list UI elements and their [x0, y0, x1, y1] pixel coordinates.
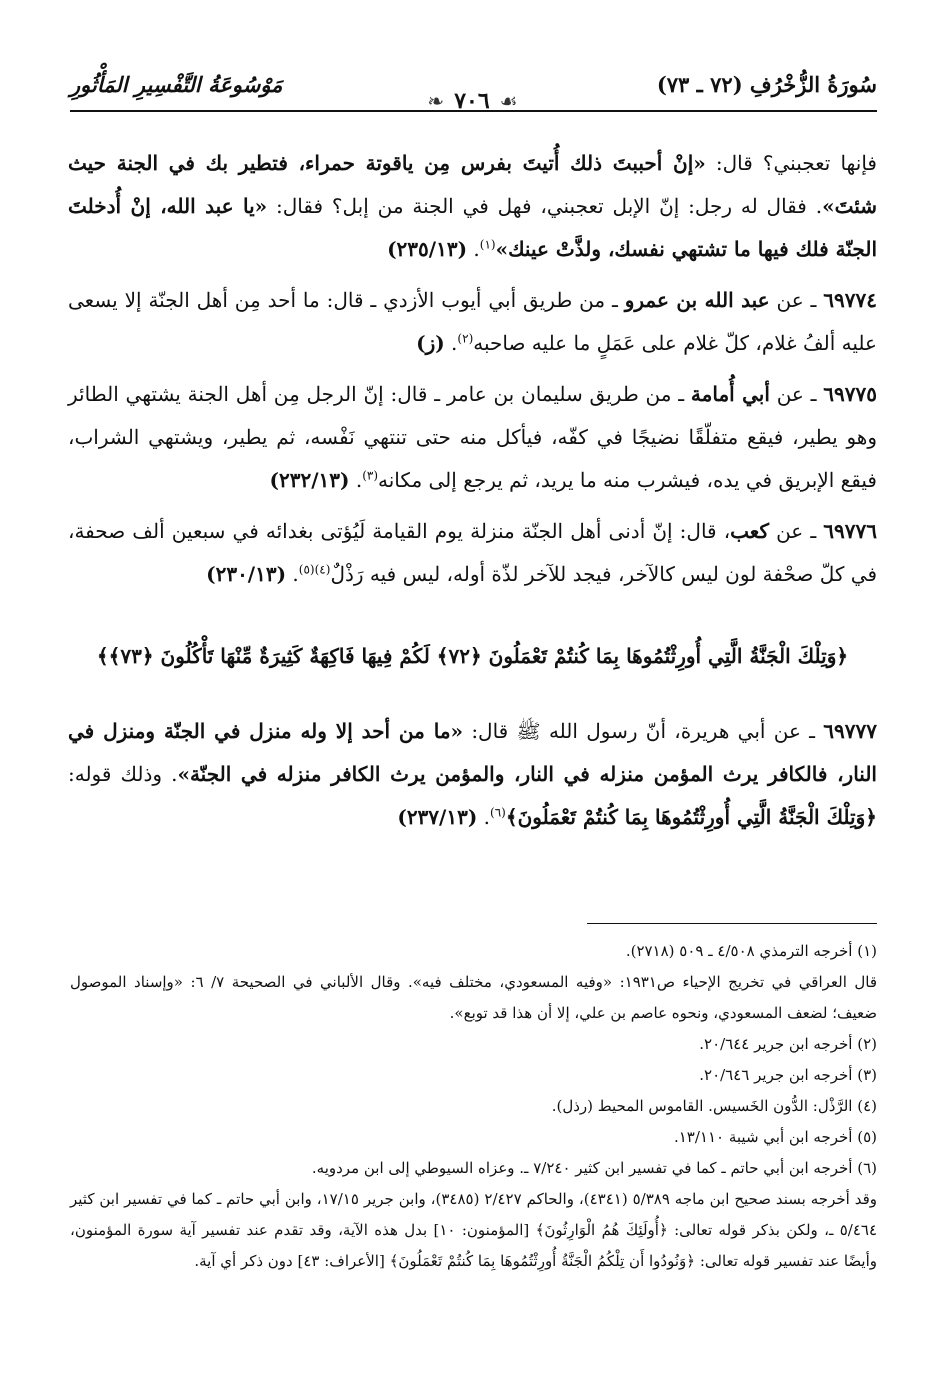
footnote-marker[interactable]: (٦)	[490, 805, 506, 820]
footnote-divider	[587, 923, 877, 924]
volume-reference: (٢٣٥/١٣)	[387, 237, 468, 261]
volume-reference: (٢٣٧/١٣)	[397, 805, 478, 829]
hadith-quote: «يا عبد الله، إنْ أُدخلتَ الجنّة فلك فيها ما تشتهي نفسك، ولذَّتْ عينك»	[68, 194, 877, 261]
narration-69774: ٦٩٧٧٤ ـ عن عبد الله بن عمرو ـ من طريق أبي أيوب الأزدي ـ قال: ما أحد مِن أهل الجنّة إلا يسعى عليه ألفُ غلام، كلّ غلام على عَمَلٍ ما عليه صاحبه$^{(٢)}$. (ز)	[68, 288, 877, 355]
footnote-marker[interactable]: (١)	[479, 237, 496, 252]
series-title: مَوْسُوعَةُ التَّفْسِيرِ المَأْثُورِ	[70, 71, 283, 97]
hadith-quote: «ما من أحد إلا وله منزل في الجنّة ومنزل في النار، فالكافر يرث المؤمن منزله في النار، والمؤمن يرث الكافر منزله في الجنّة»	[68, 719, 877, 786]
footnote-4: (٤) الرَّذْل: الدُّون الخَسيس. القاموس المحيط (رذل).	[551, 1097, 877, 1115]
footnote-6: (٦) أخرجه ابن أبي حاتم ـ كما في تفسير ابن كثير ٧/٢٤٠ ـ. وعزاه السيوطي إلى ابن مردويه.	[311, 1159, 877, 1177]
narration-number: ٦٩٧٧٤	[823, 288, 877, 312]
footnote-5: (٥) أخرجه ابن أبي شيبة ١٣/١١٠.	[673, 1128, 877, 1146]
narration-69776: ٦٩٧٧٦ ـ عن كعب، قال: إنّ أدنى أهل الجنّة منزلة يوم القيامة لَيُؤتى بغدائه في سبعين ألف صحفة، في كلّ صحْفة لون ليس كالآخر، فيجد للآخر لذّة أوله، ليس فيه رَذْلٌ$^{(٤)(٥)}$. (٢٣٠/١٣)	[68, 519, 877, 586]
ornament-left-icon: ❧	[427, 89, 445, 113]
narration-number: ٦٩٧٧٧	[823, 719, 877, 743]
footnote-3: (٣) أخرجه ابن جرير ٢٠/٦٤٦.	[699, 1066, 877, 1084]
footnotes	[70, 936, 877, 1277]
volume-reference: (٢٣٢/١٣)	[269, 468, 350, 492]
footnote-marker[interactable]: (٢)	[457, 331, 474, 346]
inline-verse: ﴿وَتِلْكَ الْجَنَّةُ الَّتِي أُورِثْتُمُوهَا بِمَا كُنتُمْ تَعْمَلُونَ﴾	[505, 805, 877, 829]
narrator-name: أبي أُمامة	[690, 382, 770, 406]
footnote-6-note: وقد أخرجه بسند صحيح ابن ماجه ٥/٣٨٩ (٤٣٤١)، والحاكم ٢/٤٢٧ (٣٤٨٥)، وابن جرير ١٧/١٥، وابن أبي حاتم ـ كما في تفسير ابن كثير ٥/٤٦٤ ـ، ولكن بذكر قوله تعالى: ﴿أُولَئِكَ هُمُ الْوَارِثُونَ﴾ [المؤمنون: ١٠] بدل هذه الآية، وقد تقدم عند تفسير آية سورة المؤمنون، وأيضًا عند تفسير قوله تعالى: ﴿وَنُودُوا أَن تِلْكُمُ الْجَنَّةُ أُورِثْتُمُوهَا بِمَا كُنتُمْ تَعْمَلُونَ﴾ [الأعراف: ٤٣] دون ذكر أي آية.	[70, 1190, 877, 1270]
footnote-2: (٢) أخرجه ابن جرير ٢٠/٦٤٤.	[699, 1035, 877, 1053]
paragraph-continued: فإنها تعجبني؟ قال: «إنْ أحببتَ ذلك أُتيتَ بفرس مِن ياقوتة حمراء، فتطير بك في الجنة حيث شئتَ». فقال له رجل: إنّ الإبل تعجبني، فهل في الجنة من إبل؟ فقال: «يا عبد الله، إنْ أُدخلتَ الجنّة فلك فيها ما تشتهي نفسك، ولذَّتْ عينك»$^{(١)}$. (٢٣٥/١٣)	[68, 151, 877, 261]
footnote-marker[interactable]: (٣)	[362, 468, 379, 483]
quran-verse: ﴿وَتِلْكَ الْجَنَّةُ الَّتِي أُورِثْتُمُوهَا بِمَا كُنتُمْ تَعْمَلُونَ ﴿٧٢﴾ لَكُمْ فِيهَا فَاكِهَةٌ كَثِيرَةٌ مِّنْهَا تَأْكُلُونَ ﴿٧٣﴾﴾	[96, 644, 849, 668]
page-number: ٧٠٦	[454, 88, 490, 114]
footnote-marker[interactable]: (٤)(٥)	[298, 562, 331, 577]
sura-title: سُورَةُ الزُّخْرُفِ (٧٢ ـ ٧٣)	[656, 71, 877, 97]
hadith-quote: «إنْ أحببتَ ذلك أُتيتَ بفرس مِن ياقوتة حمراء، فتطير بك في الجنة حيث شئتَ»	[68, 151, 877, 218]
main-text	[68, 142, 877, 847]
narration-69777: ٦٩٧٧٧ ـ عن أبي هريرة، أنّ رسول الله ﷺ قال: «ما من أحد إلا وله منزل في الجنّة ومنزل في النار، فالكافر يرث المؤمن منزله في النار، والمؤمن يرث الكافر منزله في الجنّة». وذلك قوله: ﴿وَتِلْكَ الْجَنَّةُ الَّتِي أُورِثْتُمُوهَا بِمَا كُنتُمْ تَعْمَلُونَ﴾$^{(٦)}$. (٢٣٧/١٣)	[68, 719, 877, 829]
volume-reference: (ز)	[416, 331, 445, 355]
footnote-1-note: قال العراقي في تخريج الإحياء ص١٩٣١: «وفيه المسعودي، مختلف فيه». وقال الألباني في الصحيحة ٧/ ٦: «وإسناد الموصول ضعيف؛ لضعف المسعودي، ونحوه عاصم بن علي، إلا أن هذا قد توبع».	[70, 973, 878, 1022]
narration-number: ٦٩٧٧٥	[823, 382, 877, 406]
footnote-1: (١) أخرجه الترمذي ٤/٥٠٨ ـ ٥٠٩ (٢٧١٨).	[625, 942, 877, 960]
narration-69775: ٦٩٧٧٥ ـ عن أبي أُمامة ـ من طريق سليمان بن عامر ـ قال: إنّ الرجل مِن أهل الجنة يشتهي الطائر وهو يطير، فيقع متفلّقًا نضيجًا في كفّه، فيأكل منه حتى تنتهي نَفْسه، ثم يطير، ويشتهي الشراب، فيقع الإبريق في يده، فيشرب منه ما يريد، ثم يرجع إلى مكانه$^{(٣)}$. (٢٣٢/١٣)	[68, 382, 877, 492]
narration-number: ٦٩٧٧٦	[823, 519, 877, 543]
ornament-right-icon: ☙	[499, 89, 518, 113]
narrator-name: عبد الله بن عمرو	[624, 288, 770, 312]
header-divider	[70, 110, 877, 112]
narrator-name: كعب	[730, 519, 769, 543]
volume-reference: (٢٣٠/١٣)	[206, 562, 287, 586]
